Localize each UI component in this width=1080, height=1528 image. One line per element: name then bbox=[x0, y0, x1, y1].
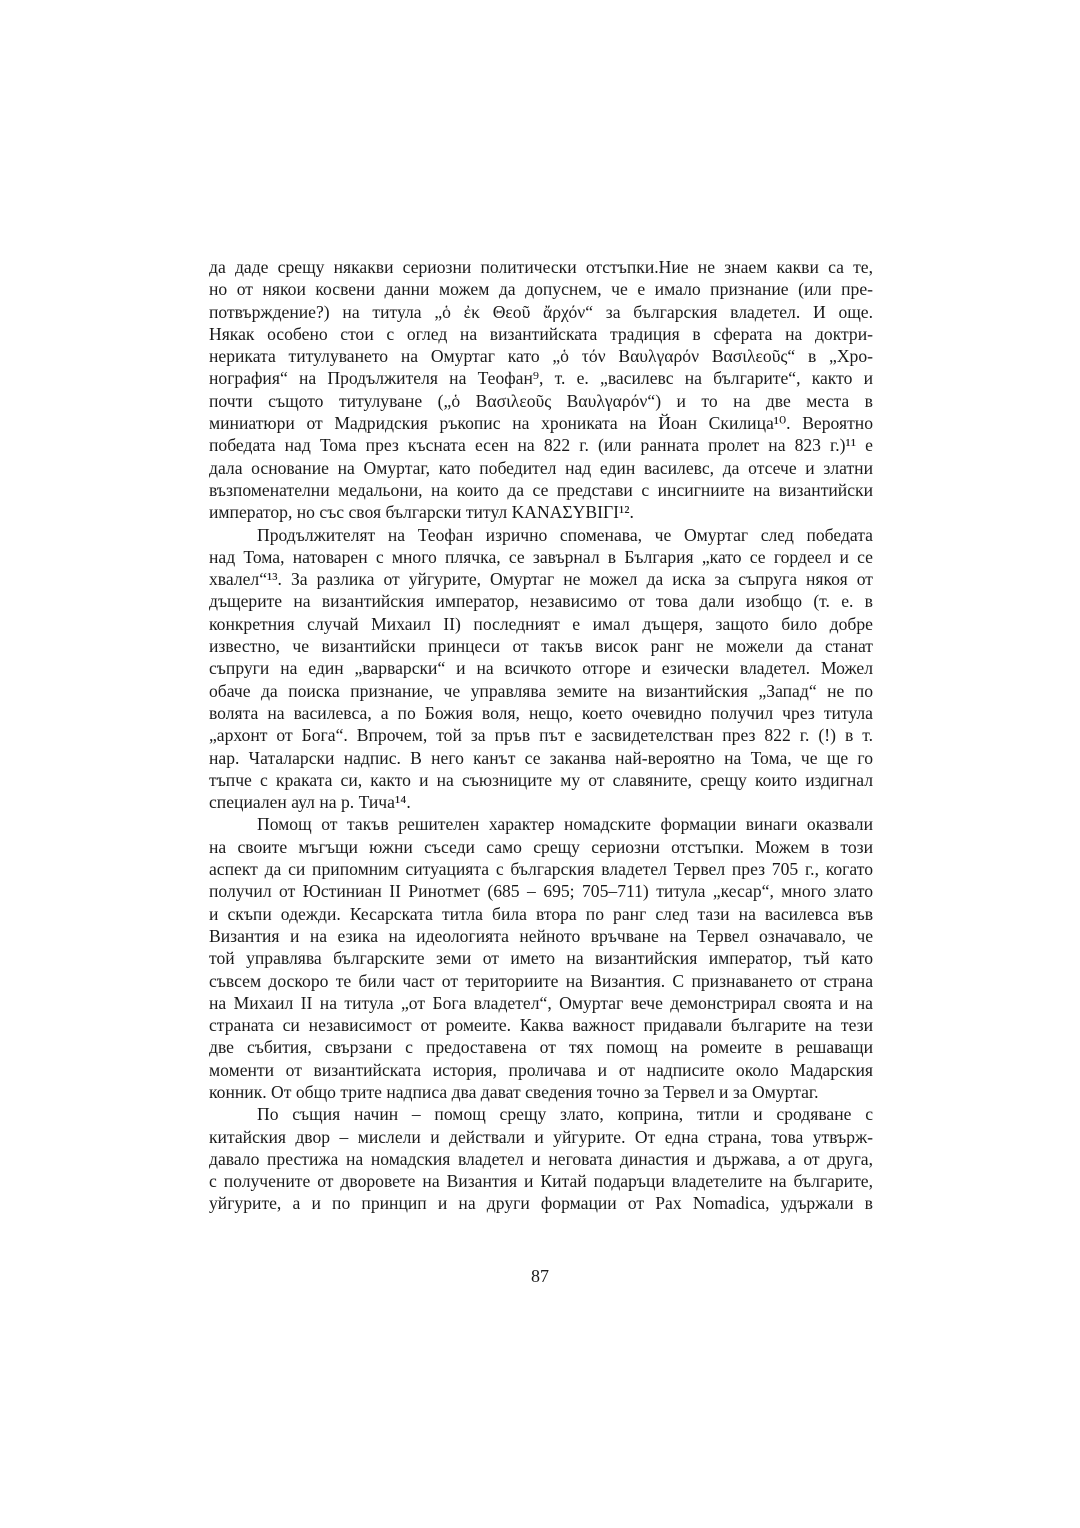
text-line: дъщерите на византийския император, независимо от това дали изобщо (т. е. в bbox=[209, 591, 873, 612]
text-line: аспект да си припомним ситуацията с българския владетел Тервел през 705 г., когато bbox=[209, 859, 873, 880]
text-line: страната си независимост от ромеите. Каква важност придавали българите на тези bbox=[209, 1015, 873, 1036]
text-line: възпоменателни медальони, на които да се представи с инсигниите на византийски bbox=[209, 479, 873, 500]
text-line: на своите мъгъщи южни съседи само срещу сериозни отстъпки. Можем в този bbox=[209, 836, 873, 857]
text-line: Някак особено стои с оглед на византийската традиция в сферата на доктри- bbox=[209, 323, 873, 344]
paragraph-3 bbox=[209, 813, 873, 1103]
text-line: „архонт от Бога“. Впрочем, той за пръв път е засвидетелстван през 822 г. (!) в т. bbox=[209, 725, 873, 746]
text-line: той управлява българските земи от името на византийския император, тъй като bbox=[209, 948, 873, 969]
paragraph-4 bbox=[209, 1103, 873, 1214]
text-line: уйгурите, а и по принцип и на други формации от Pax Nomadica, удържали в bbox=[209, 1193, 873, 1214]
text-line: Византия и на езика на идеологията нейното връчване на Тервел означавало, че bbox=[209, 925, 873, 946]
text-line: хвалел“¹³. За разлика от уйгурите, Омуртаг не можел да иска за съпруга някоя от bbox=[209, 569, 873, 590]
text-line: миниатюри от Мадридския ръкопис на хрониката на Йоан Скилица¹⁰. Вероятно bbox=[209, 413, 873, 434]
text-line: Продължителят на Теофан изрично споменава, че Омуртаг след победата bbox=[257, 524, 873, 545]
text-line: китайския двор – мислели и действали и уйгурите. От една страна, това утвърж- bbox=[209, 1126, 873, 1147]
paragraph-1 bbox=[209, 256, 873, 524]
page-number: 87 bbox=[531, 1266, 549, 1286]
page-body bbox=[209, 256, 873, 1215]
text-line: По същия начин – помощ срещу злато, коприна, титли и сродяване с bbox=[257, 1104, 873, 1125]
text-line: над Тома, натоварен с много плячка, се завърнал в България „като се гордеел и се bbox=[209, 546, 873, 567]
paragraph-2 bbox=[209, 524, 873, 814]
text-line: дала основание на Омуртаг, като победител над един василевс, да отсече и златни bbox=[209, 457, 873, 478]
text-line: моменти от византийската история, проличава и от надписите около Мадарския bbox=[209, 1059, 873, 1080]
text-line: специален аул на р. Тича¹⁴. bbox=[209, 792, 411, 813]
text-line: нография“ на Продължителя на Теофан⁹, т. е. „василевс на българите“, както и bbox=[209, 368, 873, 389]
text-line: тъпче с краката си, както и на съюзниците му от славяните, срещу които издигнал bbox=[209, 769, 873, 790]
text-line: император, но със своя български титул ΚΑΝΑΣΥΒΙΓΙ¹². bbox=[209, 502, 634, 523]
text-line: да даде срещу някакви сериозни политически отстъпки.Ние не знаем какви са те, bbox=[209, 257, 873, 277]
text-line: нериката титулуването на Омуртаг като „ὁ τόν Βαυλγαρόν Βασιλεοῦς“ в „Хро- bbox=[209, 346, 873, 367]
text-line: но от някои косвени данни можем да допуснем, че е имало признание (или пре- bbox=[209, 279, 873, 300]
text-line: съпруги на един „варварски“ и на всичкото отгоре и езически владетел. Можел bbox=[209, 658, 873, 679]
text-line: получил от Юстиниан II Ринотмет (685 – 695; 705–711) титула „кесар“, много злато bbox=[209, 881, 873, 902]
text-line: известно, че византийски принцеси от такъв висок ранг не можели да станат bbox=[209, 636, 873, 657]
text-line: волята на василевса, а по Божия воля, нещо, което очевидно получил чрез титула bbox=[209, 702, 873, 723]
text-line: с получените от дворовете на Византия и Китай подаръци владетелите на българите, bbox=[209, 1171, 873, 1192]
text-line: съвсем доскоро те били част от териториите на Византия. С признаването от страна bbox=[209, 970, 873, 991]
text-line: Помощ от такъв решителен характер номадските формации винаги оказвали bbox=[257, 814, 873, 835]
text-line: две събития, свързани с предоставена от тях помощ на ромеите в решаващи bbox=[209, 1037, 873, 1058]
text-line: конкретния случай Михаил II) последният е имал дъщеря, защото било добре bbox=[209, 613, 873, 634]
text-line: конник. От общо трите надписа два дават сведения точно за Тервел и за Омуртаг. bbox=[209, 1081, 819, 1102]
text-line: нар. Чаталарски надпис. В него канът се заканва най-вероятно на Тома, че ще го bbox=[209, 747, 873, 768]
text-line: и скъпи одежди. Кесарската титла била втора по ранг след тази на василевса във bbox=[209, 903, 873, 924]
text-line: на Михаил II на титула „от Бога владетел“, Омуртаг вече демонстрирал своята и на bbox=[209, 992, 873, 1013]
text-line: обаче да поиска признание, че управлява земите на византийския „Запад“ не по bbox=[209, 680, 873, 701]
text-line: потвърждение?) на титула „ὁ ἐκ Θεοῦ ἄρχόν“ за българския владетел. И още. bbox=[209, 301, 873, 322]
text-line: давало престижа на номадския владетел и неговата династия и държава, а от друга, bbox=[209, 1148, 873, 1169]
text-line: почти същото титулуване („ὁ Βασιλεοῦς Βαυλγαρόν“) и то на две места в bbox=[209, 390, 873, 411]
text-line: победата над Тома през късната есен на 822 г. (или ранната пролет на 823 г.)¹¹ е bbox=[209, 435, 873, 456]
